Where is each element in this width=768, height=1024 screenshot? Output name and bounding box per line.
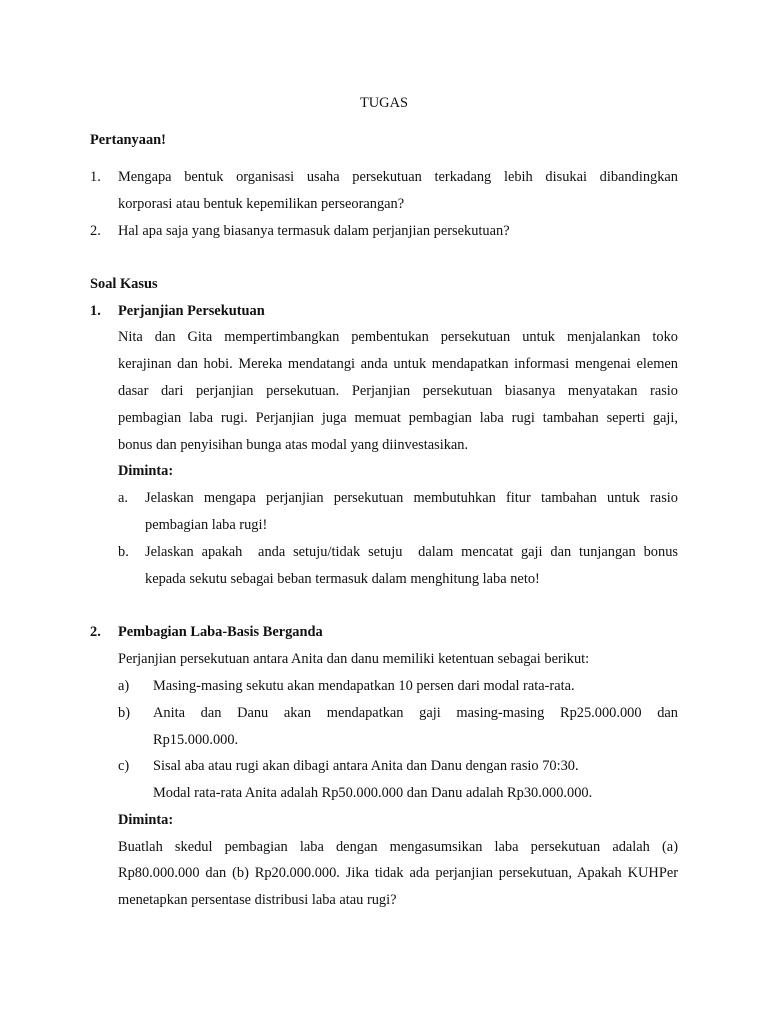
case-2-paragraph-line-2: Rp80.000.000 dan (b) Rp20.000.000. Jika tidak ada perjanjian persekutuan, Apakah KUHPer (118, 865, 678, 881)
case-2-asked-label: Diminta: (118, 812, 174, 828)
case-2-item-a-line-1: Masing-masing sekutu akan mendapatkan 10 persen dari modal rata-rata. (153, 678, 575, 694)
document-title: TUGAS (360, 95, 408, 111)
case-2-number: 2. (90, 624, 101, 640)
case-1-item-b-line-1: Jelaskan apakah anda setuju/tidak setuju dalam mencatat gaji dan tunjangan bonus (145, 544, 678, 560)
question-2-line-1: Hal apa saja yang biasanya termasuk dalam perjanjian persekutuan? (118, 223, 510, 239)
cases-heading: Soal Kasus (90, 276, 158, 292)
case-2-item-a-label: a) (118, 678, 130, 694)
question-1-number: 1. (90, 169, 101, 185)
case-1-paragraph-line-2: kerajinan dan hobi. Mereka mendatangi anda untuk mendapatkan informasi mengenai elemen (118, 356, 678, 372)
case-1-item-b-label: b. (118, 544, 129, 560)
case-1-item-a-line-1: Jelaskan mengapa perjanjian persekutuan membutuhkan fitur tambahan untuk rasio (145, 490, 678, 506)
case-1-paragraph-line-4: pembagian laba rugi. Perjanjian juga memuat pembagian laba rugi tambahan seperti gaji, (118, 410, 678, 426)
case-2-item-b-line-2: Rp15.000.000. (153, 732, 239, 748)
case-2-item-c-label: c) (118, 758, 130, 774)
case-2-item-c-line-2: Modal rata-rata Anita adalah Rp50.000.000 dan Danu adalah Rp30.000.000. (153, 785, 593, 801)
case-1-number: 1. (90, 303, 101, 319)
case-2-title: Pembagian Laba-Basis Berganda (118, 624, 323, 640)
question-1-line-2: korporasi atau bentuk kepemilikan perseorangan? (118, 196, 405, 212)
question-2-number: 2. (90, 223, 101, 239)
case-2-paragraph-line-3: menetapkan persentase distribusi laba atau rugi? (118, 892, 397, 908)
case-1-item-b-line-2: kepada sekutu sebagai beban termasuk dalam menghitung laba neto! (145, 571, 540, 587)
case-2-intro: Perjanjian persekutuan antara Anita dan danu memiliki ketentuan sebagai berikut: (118, 651, 590, 667)
questions-heading: Pertanyaan! (90, 132, 166, 148)
case-1-asked-label: Diminta: (118, 463, 174, 479)
case-1-title: Perjanjian Persekutuan (118, 303, 265, 319)
case-1-paragraph-line-3: dasar dari perjanjian persekutuan. Perjanjian persekutuan biasanya menyatakan rasio (118, 383, 678, 399)
case-1-item-a-line-2: pembagian laba rugi! (145, 517, 268, 533)
case-1-paragraph-line-1: Nita dan Gita mempertimbangkan pembentukan persekutuan untuk menjalankan toko (118, 329, 678, 345)
case-2-item-b-line-1: Anita dan Danu akan mendapatkan gaji masing-masing Rp25.000.000 dan (153, 705, 678, 721)
case-1-paragraph-line-5: bonus dan penyisihan bunga atas modal yang diinvestasikan. (118, 437, 469, 453)
question-1-line-1: Mengapa bentuk organisasi usaha persekutuan terkadang lebih disukai dibandingkan (118, 169, 678, 185)
case-1-item-a-label: a. (118, 490, 128, 506)
case-2-item-c-line-1: Sisal aba atau rugi akan dibagi antara Anita dan Danu dengan rasio 70:30. (153, 758, 579, 774)
case-2-item-b-label: b) (118, 705, 130, 721)
case-2-paragraph-line-1: Buatlah skedul pembagian laba dengan mengasumsikan laba persekutuan adalah (a) (118, 839, 678, 855)
